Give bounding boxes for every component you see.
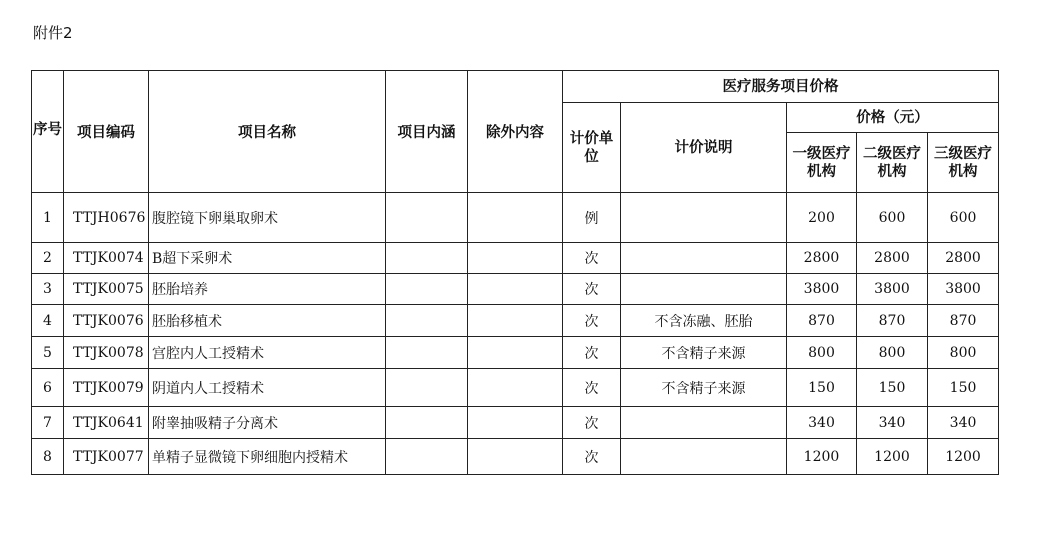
row-pricing-note: 不含精子来源: [621, 369, 787, 407]
row-price-level2: 2800: [857, 243, 928, 274]
row-pricing-note: [621, 439, 787, 475]
header-unit: 计价单位: [563, 103, 621, 193]
row-exclusions: [468, 305, 563, 337]
row-seq: 2: [32, 243, 64, 274]
row-name: B超下采卵术: [149, 243, 386, 274]
row-price-level3: 150: [928, 369, 999, 407]
row-content: [386, 439, 468, 475]
header-code: 项目编码: [64, 71, 149, 193]
row-exclusions: [468, 407, 563, 439]
row-name: 宫腔内人工授精术: [149, 337, 386, 369]
row-name: 胚胎移植术: [149, 305, 386, 337]
row-seq: 6: [32, 369, 64, 407]
header-level3: 三级医疗 机构: [928, 133, 999, 193]
row-name: 阴道内人工授精术: [149, 369, 386, 407]
row-price-level2: 1200: [857, 439, 928, 475]
row-pricing-note: [621, 407, 787, 439]
row-unit: 次: [563, 369, 621, 407]
price-table: [31, 70, 999, 475]
row-content: [386, 274, 468, 305]
row-price-level1: 3800: [787, 274, 857, 305]
row-pricing-note: [621, 243, 787, 274]
header-exclusions: 除外内容: [468, 71, 563, 193]
row-price-level3: 600: [928, 193, 999, 243]
row-seq: 4: [32, 305, 64, 337]
table-row: [32, 337, 999, 369]
row-content: [386, 243, 468, 274]
row-price-level2: 150: [857, 369, 928, 407]
row-name: 单精子显微镜下卵细胞内授精术: [149, 439, 386, 475]
row-unit: 次: [563, 337, 621, 369]
row-price-level1: 340: [787, 407, 857, 439]
row-code: TTJK0076: [64, 305, 149, 337]
row-price-level1: 2800: [787, 243, 857, 274]
row-price-level3: 1200: [928, 439, 999, 475]
row-pricing-note: 不含冻融、胚胎: [621, 305, 787, 337]
row-name: 胚胎培养: [149, 274, 386, 305]
row-pricing-note: 不含精子来源: [621, 337, 787, 369]
row-content: [386, 193, 468, 243]
row-price-level1: 870: [787, 305, 857, 337]
row-content: [386, 305, 468, 337]
row-price-level1: 800: [787, 337, 857, 369]
row-price-level1: 150: [787, 369, 857, 407]
table-row: [32, 243, 999, 274]
header-pricing-note: 计价说明: [621, 103, 787, 193]
header-level1: 一级医疗 机构: [787, 133, 857, 193]
header-price-group: 医疗服务项目价格: [563, 71, 999, 103]
table-row: [32, 193, 999, 243]
row-price-level2: 340: [857, 407, 928, 439]
row-unit: 次: [563, 439, 621, 475]
row-price-level2: 3800: [857, 274, 928, 305]
row-exclusions: [468, 337, 563, 369]
row-exclusions: [468, 369, 563, 407]
row-unit: 次: [563, 305, 621, 337]
table-row: [32, 369, 999, 407]
attachment-label: 附件2: [33, 24, 73, 42]
row-code: TTJK0079: [64, 369, 149, 407]
header-seq: 序号: [32, 71, 64, 193]
row-seq: 8: [32, 439, 64, 475]
row-unit: 次: [563, 243, 621, 274]
row-unit: 次: [563, 274, 621, 305]
row-code: TTJK0078: [64, 337, 149, 369]
row-price-level3: 340: [928, 407, 999, 439]
row-price-level1: 200: [787, 193, 857, 243]
row-price-level2: 600: [857, 193, 928, 243]
row-price-level3: 2800: [928, 243, 999, 274]
header-content: 项目内涵: [386, 71, 468, 193]
row-exclusions: [468, 274, 563, 305]
header-level2: 二级医疗 机构: [857, 133, 928, 193]
row-price-level3: 870: [928, 305, 999, 337]
row-price-level1: 1200: [787, 439, 857, 475]
row-price-level3: 3800: [928, 274, 999, 305]
row-code: TTJH0676: [64, 193, 149, 243]
row-price-level2: 800: [857, 337, 928, 369]
row-seq: 3: [32, 274, 64, 305]
row-code: TTJK0077: [64, 439, 149, 475]
header-price-yuan: 价格（元）: [787, 103, 999, 133]
row-exclusions: [468, 439, 563, 475]
row-price-level3: 800: [928, 337, 999, 369]
table-row: [32, 274, 999, 305]
row-content: [386, 407, 468, 439]
row-pricing-note: [621, 193, 787, 243]
row-unit: 例: [563, 193, 621, 243]
row-seq: 7: [32, 407, 64, 439]
row-seq: 5: [32, 337, 64, 369]
row-code: TTJK0074: [64, 243, 149, 274]
row-exclusions: [468, 193, 563, 243]
row-code: TTJK0641: [64, 407, 149, 439]
row-pricing-note: [621, 274, 787, 305]
header-name: 项目名称: [149, 71, 386, 193]
table-row: [32, 439, 999, 475]
row-name: 腹腔镜下卵巢取卵术: [149, 193, 386, 243]
row-content: [386, 369, 468, 407]
row-price-level2: 870: [857, 305, 928, 337]
table-row: [32, 407, 999, 439]
row-content: [386, 337, 468, 369]
table-row: [32, 305, 999, 337]
row-exclusions: [468, 243, 563, 274]
row-name: 附睾抽吸精子分离术: [149, 407, 386, 439]
row-unit: 次: [563, 407, 621, 439]
row-code: TTJK0075: [64, 274, 149, 305]
row-seq: 1: [32, 193, 64, 243]
